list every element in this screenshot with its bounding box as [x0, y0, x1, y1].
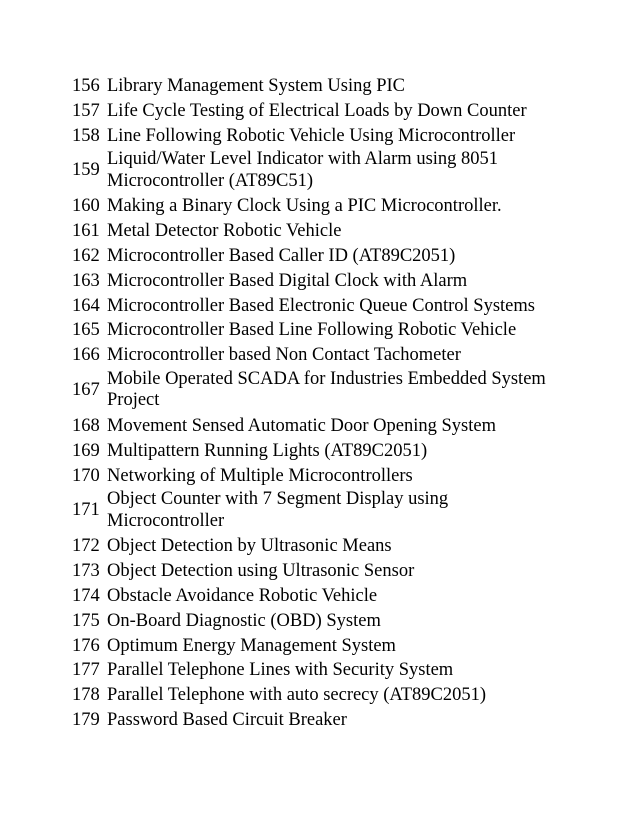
list-item [72, 634, 572, 659]
item-title: Microcontroller Based Caller ID (AT89C2051) [107, 245, 456, 266]
list-item [72, 318, 572, 343]
item-title: Microcontroller Based Digital Clock with Alarm [107, 270, 468, 291]
list-item [72, 148, 572, 194]
item-title: Parallel Telephone Lines with Security System [107, 660, 454, 681]
item-title: Microcontroller based Non Contact Tachometer [107, 345, 461, 366]
list-item [72, 74, 572, 99]
item-number: 160 [72, 196, 100, 217]
item-number: 171 [72, 500, 100, 521]
list-item [72, 464, 572, 489]
item-number: 167 [72, 379, 100, 400]
item-number: 176 [72, 635, 100, 656]
item-title: Object Detection using Ultrasonic Sensor [107, 561, 415, 582]
item-number: 163 [72, 270, 100, 291]
item-number: 170 [72, 465, 100, 486]
item-number: 175 [72, 610, 100, 631]
item-number: 177 [72, 660, 100, 681]
item-title: Metal Detector Robotic Vehicle [107, 221, 342, 242]
item-title: Parallel Telephone with auto secrecy (AT89C2051) [107, 685, 487, 706]
item-title: Line Following Robotic Vehicle Using Microcontroller [107, 125, 516, 146]
project-list [72, 74, 572, 733]
list-item [72, 439, 572, 464]
item-number: 157 [72, 100, 100, 121]
item-title: Object Detection by Ultrasonic Means [107, 536, 392, 557]
list-item [72, 343, 572, 368]
list-item [72, 488, 572, 534]
list-item [72, 559, 572, 584]
item-number: 174 [72, 585, 100, 606]
item-number: 178 [72, 685, 100, 706]
list-item [72, 368, 572, 414]
item-title: On-Board Diagnostic (OBD) System [107, 610, 381, 631]
list-item [72, 534, 572, 559]
item-title: Multipattern Running Lights (AT89C2051) [107, 440, 428, 461]
list-item [72, 194, 572, 219]
item-title: Microcontroller Based Line Following Robotic Vehicle [107, 320, 517, 341]
item-number: 179 [72, 709, 100, 730]
list-item [72, 124, 572, 149]
item-number: 159 [72, 160, 100, 181]
item-title: Obstacle Avoidance Robotic Vehicle [107, 585, 378, 606]
item-title: Liquid/Water Level Indicator with Alarm using 8051 Microcontroller (AT89C51) [107, 149, 499, 191]
item-number: 161 [72, 221, 100, 242]
item-title: Movement Sensed Automatic Door Opening System [107, 415, 496, 436]
list-item [72, 219, 572, 244]
item-number: 166 [72, 345, 100, 366]
item-title: Networking of Multiple Microcontrollers [107, 465, 413, 486]
list-item [72, 683, 572, 708]
list-item [72, 269, 572, 294]
item-title: Microcontroller Based Electronic Queue Control Systems [107, 295, 535, 316]
list-item [72, 609, 572, 634]
item-number: 164 [72, 295, 100, 316]
item-title: Mobile Operated SCADA for Industries Embedded System Project [107, 368, 546, 411]
item-title: Object Counter with 7 Segment Display using Microcontroller [107, 489, 449, 531]
item-number: 172 [72, 536, 100, 557]
list-item [72, 584, 572, 609]
item-title: Optimum Energy Management System [107, 635, 396, 656]
list-item [72, 414, 572, 439]
list-item [72, 244, 572, 269]
list-item [72, 658, 572, 683]
list-item [72, 708, 572, 733]
item-title: Making a Binary Clock Using a PIC Microcontroller. [107, 196, 502, 217]
item-title: Life Cycle Testing of Electrical Loads by Down Counter [107, 100, 527, 121]
item-number: 162 [72, 245, 100, 266]
list-item [72, 99, 572, 124]
item-number: 169 [72, 440, 100, 461]
item-title: Library Management System Using PIC [107, 76, 406, 96]
item-number: 158 [72, 125, 100, 146]
list-item [72, 294, 572, 319]
item-number: 156 [72, 76, 100, 96]
item-number: 173 [72, 561, 100, 582]
item-title: Password Based Circuit Breaker [107, 709, 347, 730]
item-number: 168 [72, 415, 100, 436]
item-number: 165 [72, 320, 100, 341]
